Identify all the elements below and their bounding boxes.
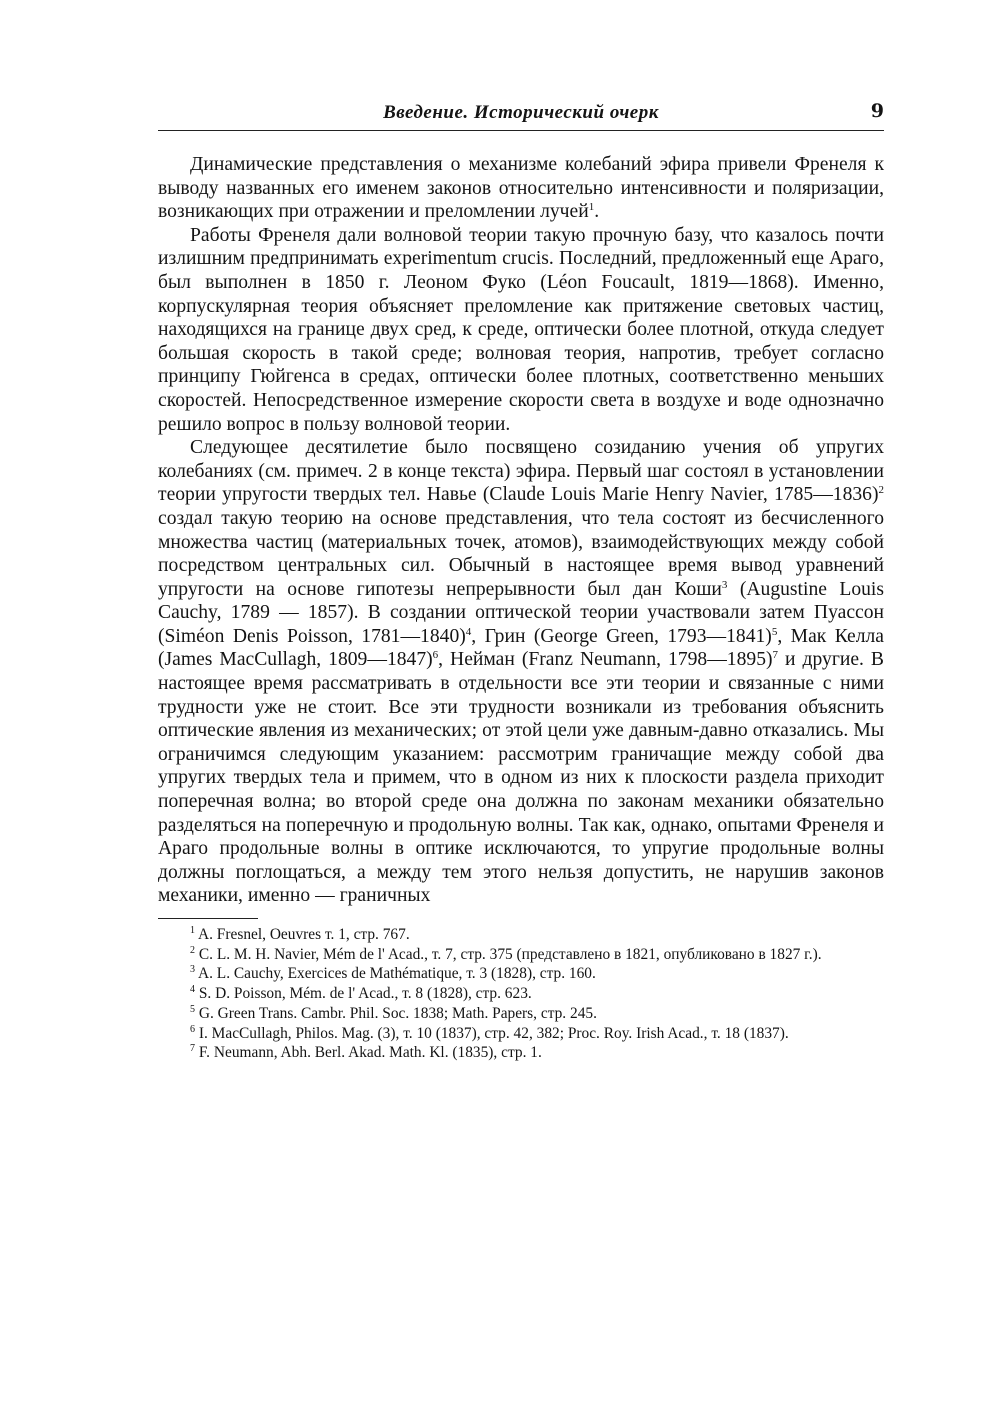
footnote-text: F. Neumann, Abh. Berl. Akad. Math. Kl. (1835), стр. 1. [198,1044,542,1062]
page-number: 9 [870,100,884,122]
footnote-number: 6 [190,1023,195,1035]
footnote-3 [158,964,884,984]
footnote-ref: 5 [771,625,778,638]
footnote-ref: 6 [432,649,439,662]
footnotes [158,925,884,1063]
footnote-number: 3 [190,964,195,976]
text-run: , Нейман (Franz Neumann, 1798—1895) [438,649,773,671]
text-run: создал такую теорию на основе представления, что тела состоят из бесчисленного множества частиц (материальных точек, атомов), взаимодействующих между собой посредством центральных сил. Обычный в настоящее время вывод уравнений упругости на основе гипотезы непрерывности был дан Коши [158,507,884,600]
footnote-7 [158,1043,884,1063]
text-run: . [594,201,600,223]
text-run: , Грин (George Green, 1793—1841) [471,625,772,647]
text-run: и другие. В настоящее время рассматривать в отдельности все эти теории и связанные с ними трудности уже не стоит. Все эти трудности возникали из требования объяснить оптические явления из механических; от этой цели уже давным-давно отказались. Мы ограничимся следующим указанием: рассмотрим граничащие между собой два упругих твердых тела и примем, что в одном из них к плоскости раздела приходит поперечная волна; во второй среде она должна по законам механики обязательно разделяться на поперечную и продольную волны. Так как, однако, опытами Френеля и Араго продольные волны в оптике исключаются, то упругие продольные волны должны поглощаться, а между тем этого нельзя допустить, не нарушив законов механики, именно — граничных [158,649,884,907]
text-run: (Augustine Louis Cauchy, 1789 — 1857). В создании оптической теории участвовали затем Пуассон (Siméon Denis Poisson, 1781—1840) [158,578,885,647]
footnote-number: 4 [190,984,195,996]
footnote-text: S. D. Poisson, Mém. de l' Acad., т. 8 (1828), стр. 623. [198,985,532,1003]
footnote-ref: 7 [772,649,779,662]
running-title: Введение. Исторический очерк [383,102,659,123]
text-run: Динамические представления о механизме колебаний эфира привели Френеля к выводу названных его именем законов относительно интенсивности и поляризации, возникающих при отражении и преломлении лучей [158,154,884,223]
footnote-number: 2 [190,944,195,956]
running-header [158,96,884,131]
footnote-ref: 4 [465,625,472,638]
text-run: , Мак Келла (James MacCullagh, 1809—1847) [158,625,884,671]
text-run: Работы Френеля дали волновой теории такую прочную базу, что казалось почти излишним предпринимать experimentum crucis. Последний, предложенный еще Араго, был выполнен в 1850 г. Леоном Фуко (Léon Foucault, 1819—1868). Именно, корпускулярная теория объясняет преломление как притяжение световых частиц, находящихся на границе двух сред, к среде, оптически более плотной, откуда следует большая скорость в такой среде; волновая теория, напротив, требует согласно принципу Гюйгенса в средах, оптически более плотных, соответственно меньших скоростей. Непосредственное измерение скорости света в воздухе и воде однозначно решило вопрос в пользу волновой теории. [158,224,884,435]
footnote-5 [158,1004,884,1024]
footnote-text: A. L. Cauchy, Exercices de Mathématique, т. 3 (1828), стр. 160. [198,965,596,983]
footnote-separator [158,918,258,919]
footnote-4 [158,984,884,1004]
paragraph-1 [158,153,884,224]
footnote-text: C. L. M. H. Navier, Mém de l' Acad., т. 7, стр. 375 (представлено в 1821, опубликовано в 1827 г.). [198,945,822,963]
text-run: Следующее десятилетие было посвящено созиданию учения об упругих колебаниях (см. примеч. 2 в конце текста) эфира. Первый шаг состоял в установлении теории упругости твердых тел. Навье (Claude Louis Marie Henry Navier, 1785—1836) [158,437,884,506]
footnote-text: A. Fresnel, Oeuvres т. 1, стр. 767. [198,926,410,943]
paragraph-2 [158,224,884,436]
footnote-text: G. Green Trans. Cambr. Phil. Soc. 1838; Math. Papers, стр. 245. [198,1004,597,1022]
footnote-6 [158,1024,884,1044]
footnote-ref: 2 [878,484,884,497]
footnote-ref: 1 [588,201,595,214]
paragraph-3 [158,436,884,908]
footnote-number: 5 [190,1003,195,1015]
footnote-text: I. MacCullagh, Philos. Mag. (3), т. 10 (1837), стр. 42, 382; Proc. Roy. Irish Acad., т. 18 (1837). [198,1024,789,1042]
main-text [158,153,884,908]
footnote-2 [158,945,884,965]
footnote-1 [158,925,884,945]
footnote-number: 7 [190,1043,195,1055]
book-page [158,96,884,1063]
footnote-ref: 3 [721,578,728,591]
footnote-number: 1 [190,925,195,936]
